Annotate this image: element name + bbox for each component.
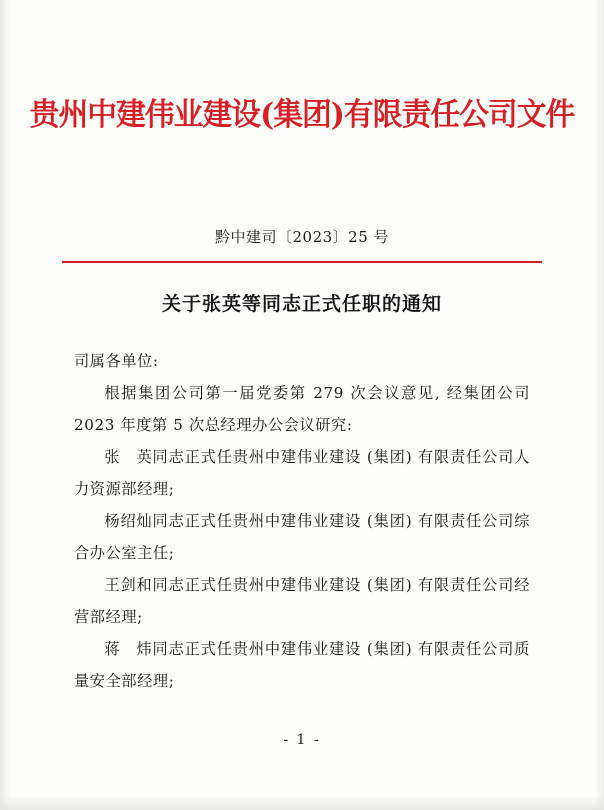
paragraph-salutation: 司属各单位: [74, 352, 159, 370]
paragraph-appointment-3: 王剑和同志正式任贵州中建伟业建设 (集团) 有限责任公司经营部经理; [74, 576, 530, 626]
scan-edge-bottom [0, 796, 604, 810]
document-number: 黔中建司〔2023〕25 号 [214, 228, 390, 246]
paragraph-appointment-2: 杨绍灿同志正式任贵州中建伟业建设 (集团) 有限责任公司综合办公室主任; [74, 512, 530, 562]
document-body [74, 345, 530, 697]
document-header [0, 96, 604, 135]
company-letterhead-title: 贵州中建伟业建设(集团)有限责任公司文件 [29, 97, 575, 133]
document-title: 关于张英等同志正式任职的通知 [161, 293, 442, 315]
paragraph-appointment-1: 张 英同志正式任贵州中建伟业建设 (集团) 有限责任公司人力资源部经理; [74, 448, 530, 498]
page-number: - 1 - [283, 732, 321, 748]
paragraph-appointment-4: 蒋 炜同志正式任贵州中建伟业建设 (集团) 有限责任公司质量安全部经理; [74, 640, 530, 690]
red-divider-rule [62, 261, 542, 263]
paragraph-basis: 根据集团公司第一届党委第 279 次会议意见, 经集团公司 2023 年度第 5 次总经理办公会议研究: [74, 384, 530, 434]
